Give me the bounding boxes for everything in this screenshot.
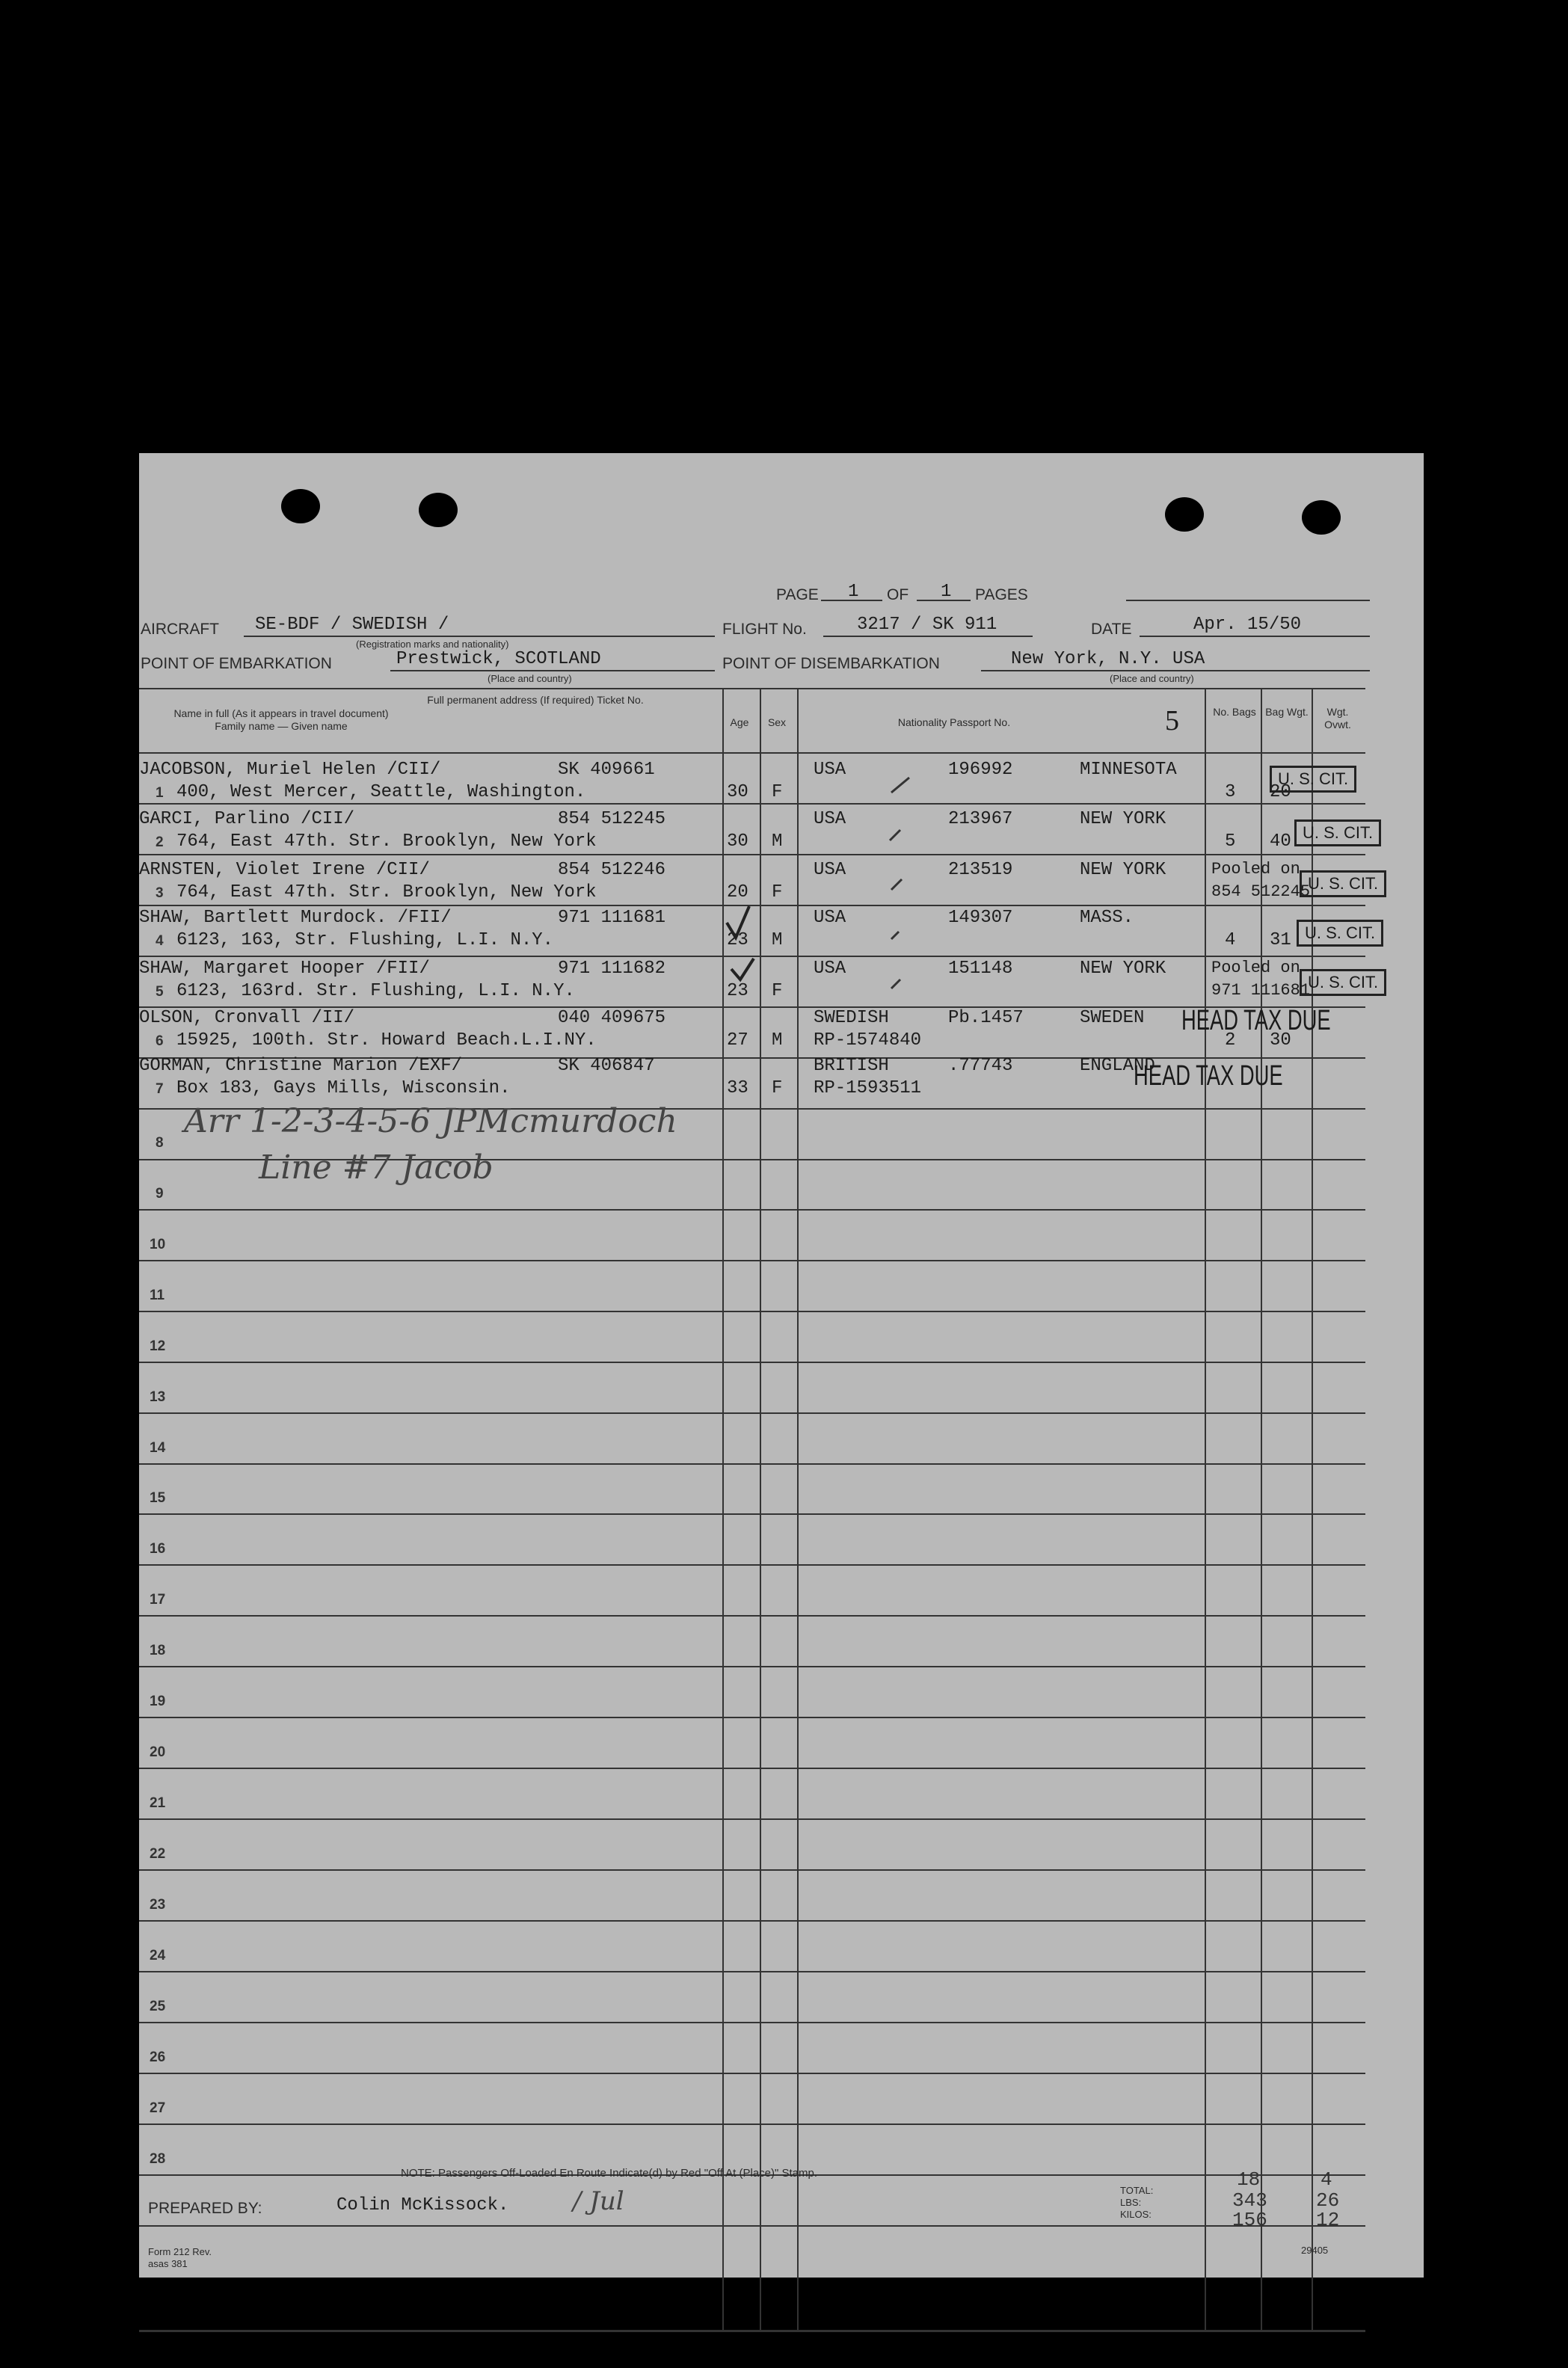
nationality: USA (814, 959, 846, 979)
passenger-age: 23 (727, 981, 748, 1001)
disembarkation-value: New York, N.Y. USA (1011, 649, 1205, 669)
total-overweight-3: 12 (1316, 2209, 1340, 2231)
total-label: TOTAL: (1120, 2185, 1154, 2196)
col-address-header: Full permanent address (If required) Ticket No. (427, 694, 644, 706)
row-number: 10 (150, 1237, 166, 1252)
passport-state: MASS. (1080, 908, 1134, 928)
date-value: Apr. 15/50 (1193, 615, 1302, 635)
disembarkation-label: POINT OF DISEMBARKATION (722, 655, 940, 672)
col-age-header: Age (730, 716, 749, 728)
kilos-label: KILOS: (1120, 2209, 1152, 2220)
passport-number: 151148 (948, 959, 1013, 979)
lbs-label: LBS: (1120, 2197, 1142, 2208)
aircraft-label: AIRCRAFT (141, 621, 219, 638)
prepared-by-value: Colin McKissock. (336, 2195, 509, 2215)
embarkation-caption: (Place and country) (488, 673, 572, 684)
check-mark (731, 959, 754, 980)
pooled-ticket: 971 111681 (1211, 981, 1311, 1000)
col-sex-header: Sex (767, 716, 787, 728)
passenger-age: 33 (727, 1078, 748, 1098)
of-number: 1 (941, 582, 952, 602)
col-bagwgt-header: Bag Wgt. (1265, 706, 1309, 718)
nationality: USA (814, 908, 846, 928)
passenger-sex: F (772, 981, 783, 1001)
ticket-number: 971 111682 (558, 959, 666, 979)
passenger-address: 6123, 163rd. Str. Flushing, L.I. N.Y. (176, 981, 575, 1001)
passport-state: NEW YORK (1080, 860, 1166, 880)
flight-label: FLIGHT No. (722, 621, 807, 638)
passenger-sex: F (772, 1078, 783, 1098)
passenger-name: GARCI, Parlino /CII/ (139, 809, 355, 829)
row-number: 8 (156, 1135, 164, 1151)
col-name-header: Name in full (As it appears in travel document) Family name — Given name (173, 707, 389, 732)
ticket-number: 854 512246 (558, 860, 666, 880)
row-number: 27 (150, 2100, 166, 2116)
ticket-number: 854 512245 (558, 809, 666, 829)
passenger-age: 30 (727, 782, 748, 802)
row-number: 26 (150, 2049, 166, 2065)
total-overweight-1: 4 (1320, 2168, 1332, 2191)
bag-weight: 20 (1270, 782, 1291, 802)
citizen-stamp: U. S. CIT. (1300, 870, 1386, 897)
passport-state: SWEDEN (1080, 1008, 1145, 1028)
nationality: USA (814, 860, 846, 880)
bag-weight: 30 (1270, 1030, 1291, 1051)
passenger-sex: F (772, 782, 783, 802)
pooled-label: Pooled on (1211, 959, 1300, 977)
flight-value: 3217 / SK 911 (857, 615, 997, 635)
disembarkation-caption: (Place and country) (1110, 673, 1194, 684)
passenger-age: 23 (727, 930, 748, 950)
of-label: OF (887, 586, 909, 603)
aircraft-value: SE-BDF / SWEDISH / (255, 615, 449, 635)
row-number: 25 (150, 1999, 166, 2014)
row-number: 28 (150, 2151, 166, 2167)
head-tax-stamp: HEAD TAX DUE (1134, 1060, 1283, 1092)
passenger-address: 15925, 100th. Str. Howard Beach.L.I.NY. (176, 1030, 597, 1051)
passenger-sex: M (772, 1030, 783, 1051)
aircraft-caption: (Registration marks and nationality) (356, 639, 509, 650)
row-number: 3 (156, 885, 164, 901)
manifest-sheet (139, 453, 1424, 2278)
total-lbs: 343 (1232, 2189, 1267, 2212)
citizen-stamp: U. S. CIT. (1270, 766, 1356, 793)
passenger-age: 27 (727, 1030, 748, 1051)
offloaded-note: NOTE: Passengers Off-Loaded En Route Indicate(d) by Red "Off At (Place)" Stamp. (401, 2167, 818, 2180)
row-number: 24 (150, 1948, 166, 1963)
row-number: 5 (156, 984, 164, 1000)
bag-weight: 40 (1270, 831, 1291, 852)
ticket-number: SK 406847 (558, 1056, 655, 1076)
passenger-address: 400, West Mercer, Seattle, Washington. (176, 782, 586, 802)
pooled-label: Pooled on (1211, 860, 1300, 879)
prepared-by-label: PREPARED BY: (148, 2200, 262, 2217)
row-number: 1 (156, 785, 164, 801)
total-bags: 18 (1237, 2168, 1261, 2191)
row-number: 7 (156, 1081, 164, 1097)
passport-number: Pb.1457 (948, 1008, 1024, 1028)
row-number: 12 (150, 1338, 166, 1354)
form-number: Form 212 Rev. (148, 2246, 212, 2257)
handwritten-note-2: Line #7 Jacob (259, 1148, 494, 1187)
passenger-name: OLSON, Cronvall /II/ (139, 1008, 355, 1028)
passenger-sex: M (772, 930, 783, 950)
passenger-address: Box 183, Gays Mills, Wisconsin. (176, 1078, 511, 1098)
passenger-address: 6123, 163, Str. Flushing, L.I. N.Y. (176, 930, 554, 950)
date-label: DATE (1091, 621, 1132, 638)
col-nationality-header: Nationality Passport No. (897, 716, 1011, 728)
passenger-name: GORMAN, Christine Marion /EXF/ (139, 1056, 463, 1076)
passport-state: MINNESOTA (1080, 760, 1177, 780)
citizen-stamp: U. S. CIT. (1294, 819, 1381, 846)
pooled-ticket: 854 512245 (1211, 882, 1311, 901)
row-number: 20 (150, 1744, 166, 1760)
citizen-stamp: U. S. CIT. (1300, 969, 1386, 996)
total-overweight-2: 26 (1316, 2189, 1340, 2212)
row-number: 13 (150, 1389, 166, 1405)
row-number: 18 (150, 1643, 166, 1658)
row-number: 9 (156, 1186, 164, 1202)
row-number: 22 (150, 1846, 166, 1862)
check-mark (891, 778, 909, 793)
bag-weight: 31 (1270, 930, 1291, 950)
passenger-name: SHAW, Margaret Hooper /FII/ (139, 959, 430, 979)
passport-number: 196992 (948, 760, 1013, 780)
col-ovwt-header: Wgt. Ovwt. (1324, 706, 1351, 731)
nationality: BRITISH (814, 1056, 889, 1076)
passenger-address: 764, East 47th. Str. Brooklyn, New York (176, 831, 597, 852)
ticket-number: 971 111681 (558, 908, 666, 928)
row-number: 2 (156, 834, 164, 850)
bag-count: 2 (1225, 1030, 1236, 1051)
row-number: 19 (150, 1694, 166, 1709)
check-mark (891, 879, 902, 890)
total-kilos: 156 (1232, 2209, 1267, 2231)
handwritten-note-1: Arr 1-2-3-4-5-6 JPMcmurdoch (184, 1102, 677, 1140)
citizen-stamp: U. S. CIT. (1297, 920, 1383, 947)
col-bags-header: No. Bags (1213, 706, 1256, 718)
passenger-name: SHAW, Bartlett Murdock. /FII/ (139, 908, 452, 928)
row-number: 11 (150, 1288, 165, 1303)
nationality: USA (814, 809, 846, 829)
passport-number: .77743 (948, 1056, 1013, 1076)
row-number: 17 (150, 1592, 166, 1608)
passenger-name: JACOBSON, Muriel Helen /CII/ (139, 760, 441, 780)
passenger-age: 20 (727, 882, 748, 902)
embarkation-label: POINT OF EMBARKATION (141, 655, 332, 672)
form-code: asas 381 (148, 2258, 188, 2269)
passport-state: NEW YORK (1080, 959, 1166, 979)
row-number: 15 (150, 1490, 166, 1506)
passport-number: 213967 (948, 809, 1013, 829)
page-label: PAGE (776, 586, 819, 603)
row-number: 16 (150, 1541, 166, 1557)
row-number: 4 (156, 933, 164, 949)
passenger-address: 764, East 47th. Str. Brooklyn, New York (176, 882, 597, 902)
checkmarks (139, 453, 1424, 1126)
check-mark (891, 932, 899, 939)
check-mark (890, 830, 900, 840)
ticket-number: 040 409675 (558, 1008, 666, 1028)
prepared-by-signature: / Jul (573, 2186, 624, 2216)
nationality: USA (814, 760, 846, 780)
bag-count: 5 (1225, 831, 1236, 852)
nationality: SWEDISH (814, 1008, 889, 1028)
page-number: 1 (848, 582, 859, 602)
passport-number: 213519 (948, 860, 1013, 880)
passport-state: ENGLAND (1080, 1056, 1155, 1076)
row-number: 6 (156, 1033, 164, 1049)
passenger-sex: F (772, 882, 783, 902)
bag-count: 4 (1225, 930, 1236, 950)
ticket-number: SK 409661 (558, 760, 655, 780)
head-tax-stamp: HEAD TAX DUE (1181, 1005, 1331, 1036)
passport-state: NEW YORK (1080, 809, 1166, 829)
passenger-name: ARNSTEN, Violet Irene /CII/ (139, 860, 430, 880)
passport-number: 149307 (948, 908, 1013, 928)
row-number: 23 (150, 1897, 166, 1913)
document-code: 29405 (1301, 2245, 1329, 2256)
passport-number-2: RP-1574840 (814, 1030, 922, 1051)
passenger-sex: M (772, 831, 783, 852)
row-number: 14 (150, 1440, 166, 1456)
passenger-count: 5 (1165, 705, 1179, 736)
pages-label: PAGES (975, 586, 1028, 603)
row-number: 21 (150, 1795, 166, 1811)
check-mark (727, 906, 749, 938)
embarkation-value: Prestwick, SCOTLAND (396, 649, 601, 669)
check-mark (891, 980, 900, 988)
passport-number-2: RP-1593511 (814, 1078, 922, 1098)
passenger-age: 30 (727, 831, 748, 852)
bag-count: 3 (1225, 782, 1236, 802)
